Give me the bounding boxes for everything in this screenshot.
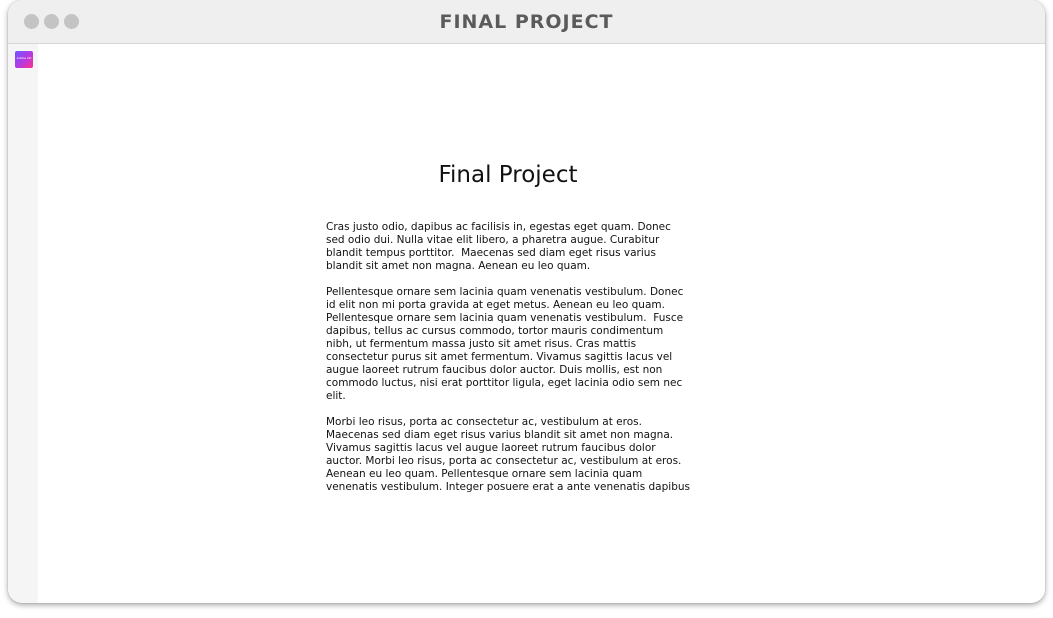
app-logo-icon[interactable] [15, 51, 33, 68]
paragraph: Pellentesque ornare sem lacinia quam venenatis vestibulum. Donec id elit non mi porta gravida at eget metus. Aenean eu leo quam. Pellentesque ornare sem lacinia quam venenatis vestibulum. Fusce dapibus, tellus ac cursus commodo, tortor mauris condimentum nibh, ut fermentum massa justo sit amet risus. Cras mattis consectetur purus sit amet fermentum. Vivamus sagittis lacus vel augue laoreet rutrum faucibus dolor auctor. Duis mollis, est non commodo luctus, nisi erat porttitor ligula, eget lacinia odio sem nec elit. [326, 286, 687, 402]
document-canvas [38, 44, 1045, 603]
page-title: Final Project [438, 162, 578, 188]
app-logo-text: Adobe XD [16, 56, 32, 60]
sidebar [8, 44, 38, 603]
body-text [326, 221, 692, 507]
title-bar[interactable] [8, 0, 1045, 44]
window-title: FINAL PROJECT [439, 11, 614, 33]
paragraph: Morbi leo risus, porta ac consectetur ac, vestibulum at eros. Maecenas sed diam eget risus varius blandit sit amet non magna. Vivamus sagittis lacus vel augue laoreet rutrum faucibus dolor auctor. Morbi leo risus, porta ac consectetur ac, vestibulum at eros. Aenean eu leo quam. Pellentesque ornare sem lacinia quam venenatis vestibulum. Integer posuere erat a ante venenatis dapibus [326, 416, 690, 493]
app-window [8, 0, 1045, 603]
paragraph: Cras justo odio, dapibus ac facilisis in, egestas eget quam. Donec sed odio dui. Nulla vitae elit libero, a pharetra augue. Curabitur blandit tempus porttitor. Maecenas sed diam eget risus varius blandit sit amet non magna. Aenean eu leo quam. [326, 221, 675, 272]
